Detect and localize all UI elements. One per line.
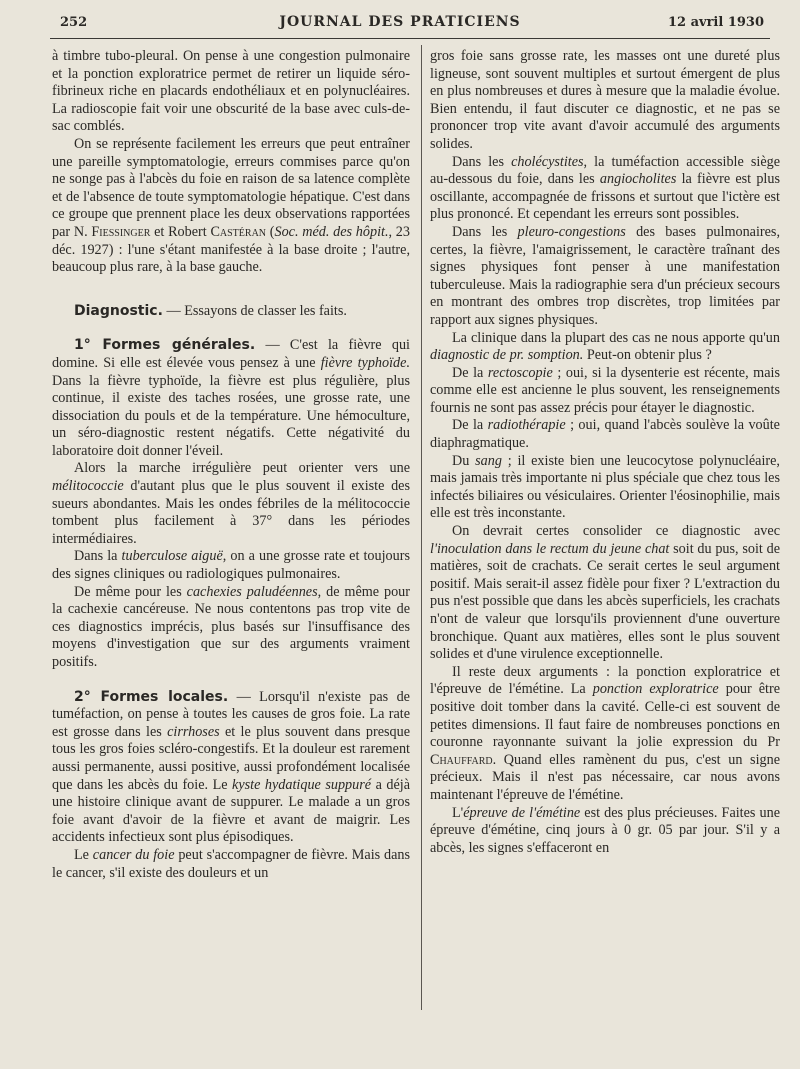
paragraph: Dans la tuberculose aiguë, on a une grosse rate et toujours des signes cliniques ou radiologiques pulmonaires. xyxy=(52,548,410,583)
paragraph: Diagnostic. — Essayons de classer les faits. xyxy=(74,302,347,319)
left-column xyxy=(52,48,410,1058)
section-heading: Diagnostic. xyxy=(74,302,163,319)
paragraph: On devrait certes consolider ce diagnostic avec l'inoculation dans le rectum du jeune chat soit du pus, soit de matières, soit de crachats. Ce serait certes le seul argument positif. Mais serait-il assez fidèle pour fixer ? L'extraction du pus n'est possible que dans les abcès superficiels, les crachats n'ont de valeur que lorsqu'ils proviennent d'une ouverture bronchique. Quant aux matières, elles sont le plus souvent solides et d'une virulence exceptionnelle. xyxy=(430,523,780,663)
paragraph: Il reste deux arguments : la ponction exploratrice et l'épreuve de l'émétine. La ponction exploratrice pour être positive doit tomber dans la cavité. Celle-ci est souvent de petites dimensions. Il faut faire de nombreuses ponctions en couronne rayonnante suivant la jolie expression du Pr Chauffard. Quand elles ramènent du pus, c'est un signe précieux. Mais il n'est pas nécessaire, car nous avons maintenant l'épreuve de l'émétine. xyxy=(430,663,780,803)
section-heading: 1° Formes générales. xyxy=(74,337,256,354)
paragraph: 1° Formes générales. — C'est la fièvre qui domine. Si elle est élevée vous pensez à une fièvre typhoïde. Dans la fièvre typhoïde, la fièvre est plus régulière, plus continue, il existe des taches rosées, une grosse rate, une dissociation du pouls et de la température. Une hémoculture, un séro-diagnostic restent négatifs. Cette négativité du laboratoire doit donner l'éveil. xyxy=(52,337,410,459)
paragraph: Du sang ; il existe bien une leucocytose polynucléaire, mais jamais très importante ni plus spéciale que chez tous les infectés biliaires ou vésiculaires. Orienter l'éosinophilie, mais elle est très inconstante. xyxy=(430,452,780,522)
issue-date: 12 avril 1930 xyxy=(667,15,764,30)
column-divider xyxy=(421,45,422,1010)
paragraph: Dans les pleuro-congestions des bases pulmonaires, certes, la fièvre, l'amaigrissement, le caractère traînant des signes physiques font penser à une manifestation tuberculeuse. Mais la radiographie sera d'un précieux secours en montrant des ombres trop discrètes, trop limitées par rapport aux signes physiques. xyxy=(430,223,780,328)
paragraph: De la radiothérapie ; oui, quand l'abcès soulève la voûte diaphragmatique. xyxy=(430,417,780,452)
paragraph: On se représente facilement les erreurs que peut entraîner une pareille symptomatologie, erreurs commises parce qu'on ne songe pas à l'abcès du foie en raison de sa latence complète et de l'absence de toute symptomatologie hépatique. C'est dans ce groupe que prennent place les deux observations rapportées par N. Fiessinger et Robert Castéran (Soc. méd. des hôpit., 23 déc. 1927) : l'une s'étant manifestée à la base droite ; l'autre, beaucoup plus rare, à la base gauche. xyxy=(52,135,410,276)
right-column xyxy=(430,48,780,1058)
paragraph: 2° Formes locales. — Lorsqu'il n'existe pas de tuméfaction, on pense à toutes les causes de gros foie. La rate est grosse dans les cirrhoses et le plus souvent dans presque tous les gros foies scléro-congestifs. Et la douleur est rarement aussi permanente, aussi positive, aussi profondément localisée que dans les abcès du foie. Le kyste hydatique suppuré a déjà une histoire clinique avant de suppurer. Le malade a un gros foie avant d'avoir de la fièvre et avant de maigrir. Les accidents infectieux sont plus épisodiques. xyxy=(52,688,410,846)
page-header xyxy=(0,0,800,40)
paragraph: à timbre tubo-pleural. On pense à une congestion pulmonaire et la ponction exploratrice permet de retirer un liquide séro-fibrineux riche en placards endothéliaux et en polynucléaires. La radioscopie fait voir une obscurité de la base avec culs-de-sac comblés. xyxy=(52,48,410,135)
journal-title: JOURNAL DES PRATICIENS xyxy=(279,14,521,30)
paragraph: De même pour les cachexies paludéennes, de même pour la cachexie cancéreuse. Ne nous contentons pas trop vite de ces diagnostics imprécis, plus basés sur l'insuffisance des moyens d'investigation que sur des arguments vraiment positifs. xyxy=(52,583,410,670)
paragraph: La clinique dans la plupart des cas ne nous apporte qu'un diagnostic de pr. somption. Peut-on obtenir plus ? xyxy=(430,329,780,364)
page-number: 252 xyxy=(60,15,88,30)
paragraph: gros foie sans grosse rate, les masses ont une dureté plus ligneuse, sont souvent multiples et surtout émergent de plus en plus nombreuses et dures à mesure que la maladie évolue. Bien entendu, il faut discuter ce diagnostic, et ne pas se prononcer trop vite avant d'avoir accumulé des arguments solides. xyxy=(430,48,780,152)
paragraph: Alors la marche irrégulière peut orienter vers une mélitococcie d'autant plus que le plus souvent il existe des sueurs abondantes. Mais les ondes fébriles de la mélitococcie tombent plus facilement à 37° dans les périodes intermédiaires. xyxy=(52,460,410,547)
paragraph: Le cancer du foie peut s'accompagner de fièvre. Mais dans le cancer, s'il existe des douleurs et un xyxy=(52,846,410,881)
paragraph: Dans les cholécystites, la tuméfaction accessible siège au-dessous du foie, dans les angiocholites la fièvre est plus oscillante, accompagnée de frissons et surtout que l'ictère est plus prononcé. Et cependant les erreurs sont possibles. xyxy=(430,153,780,223)
paragraph: L'épreuve de l'émétine est des plus précieuses. Faites une épreuve d'émétine, cinq jours à 0 gr. 05 par jour. S'il y a abcès, les signes s'effaceront en xyxy=(430,804,780,856)
header-rule xyxy=(50,38,770,39)
paragraph: De la rectoscopie ; oui, si la dysenterie est récente, mais comme elle est ancienne le plus souvent, les renseignements fournis ne sont pas assez précis pour étayer le diagnostic. xyxy=(430,364,780,416)
section-heading: 2° Formes locales. xyxy=(74,688,229,705)
